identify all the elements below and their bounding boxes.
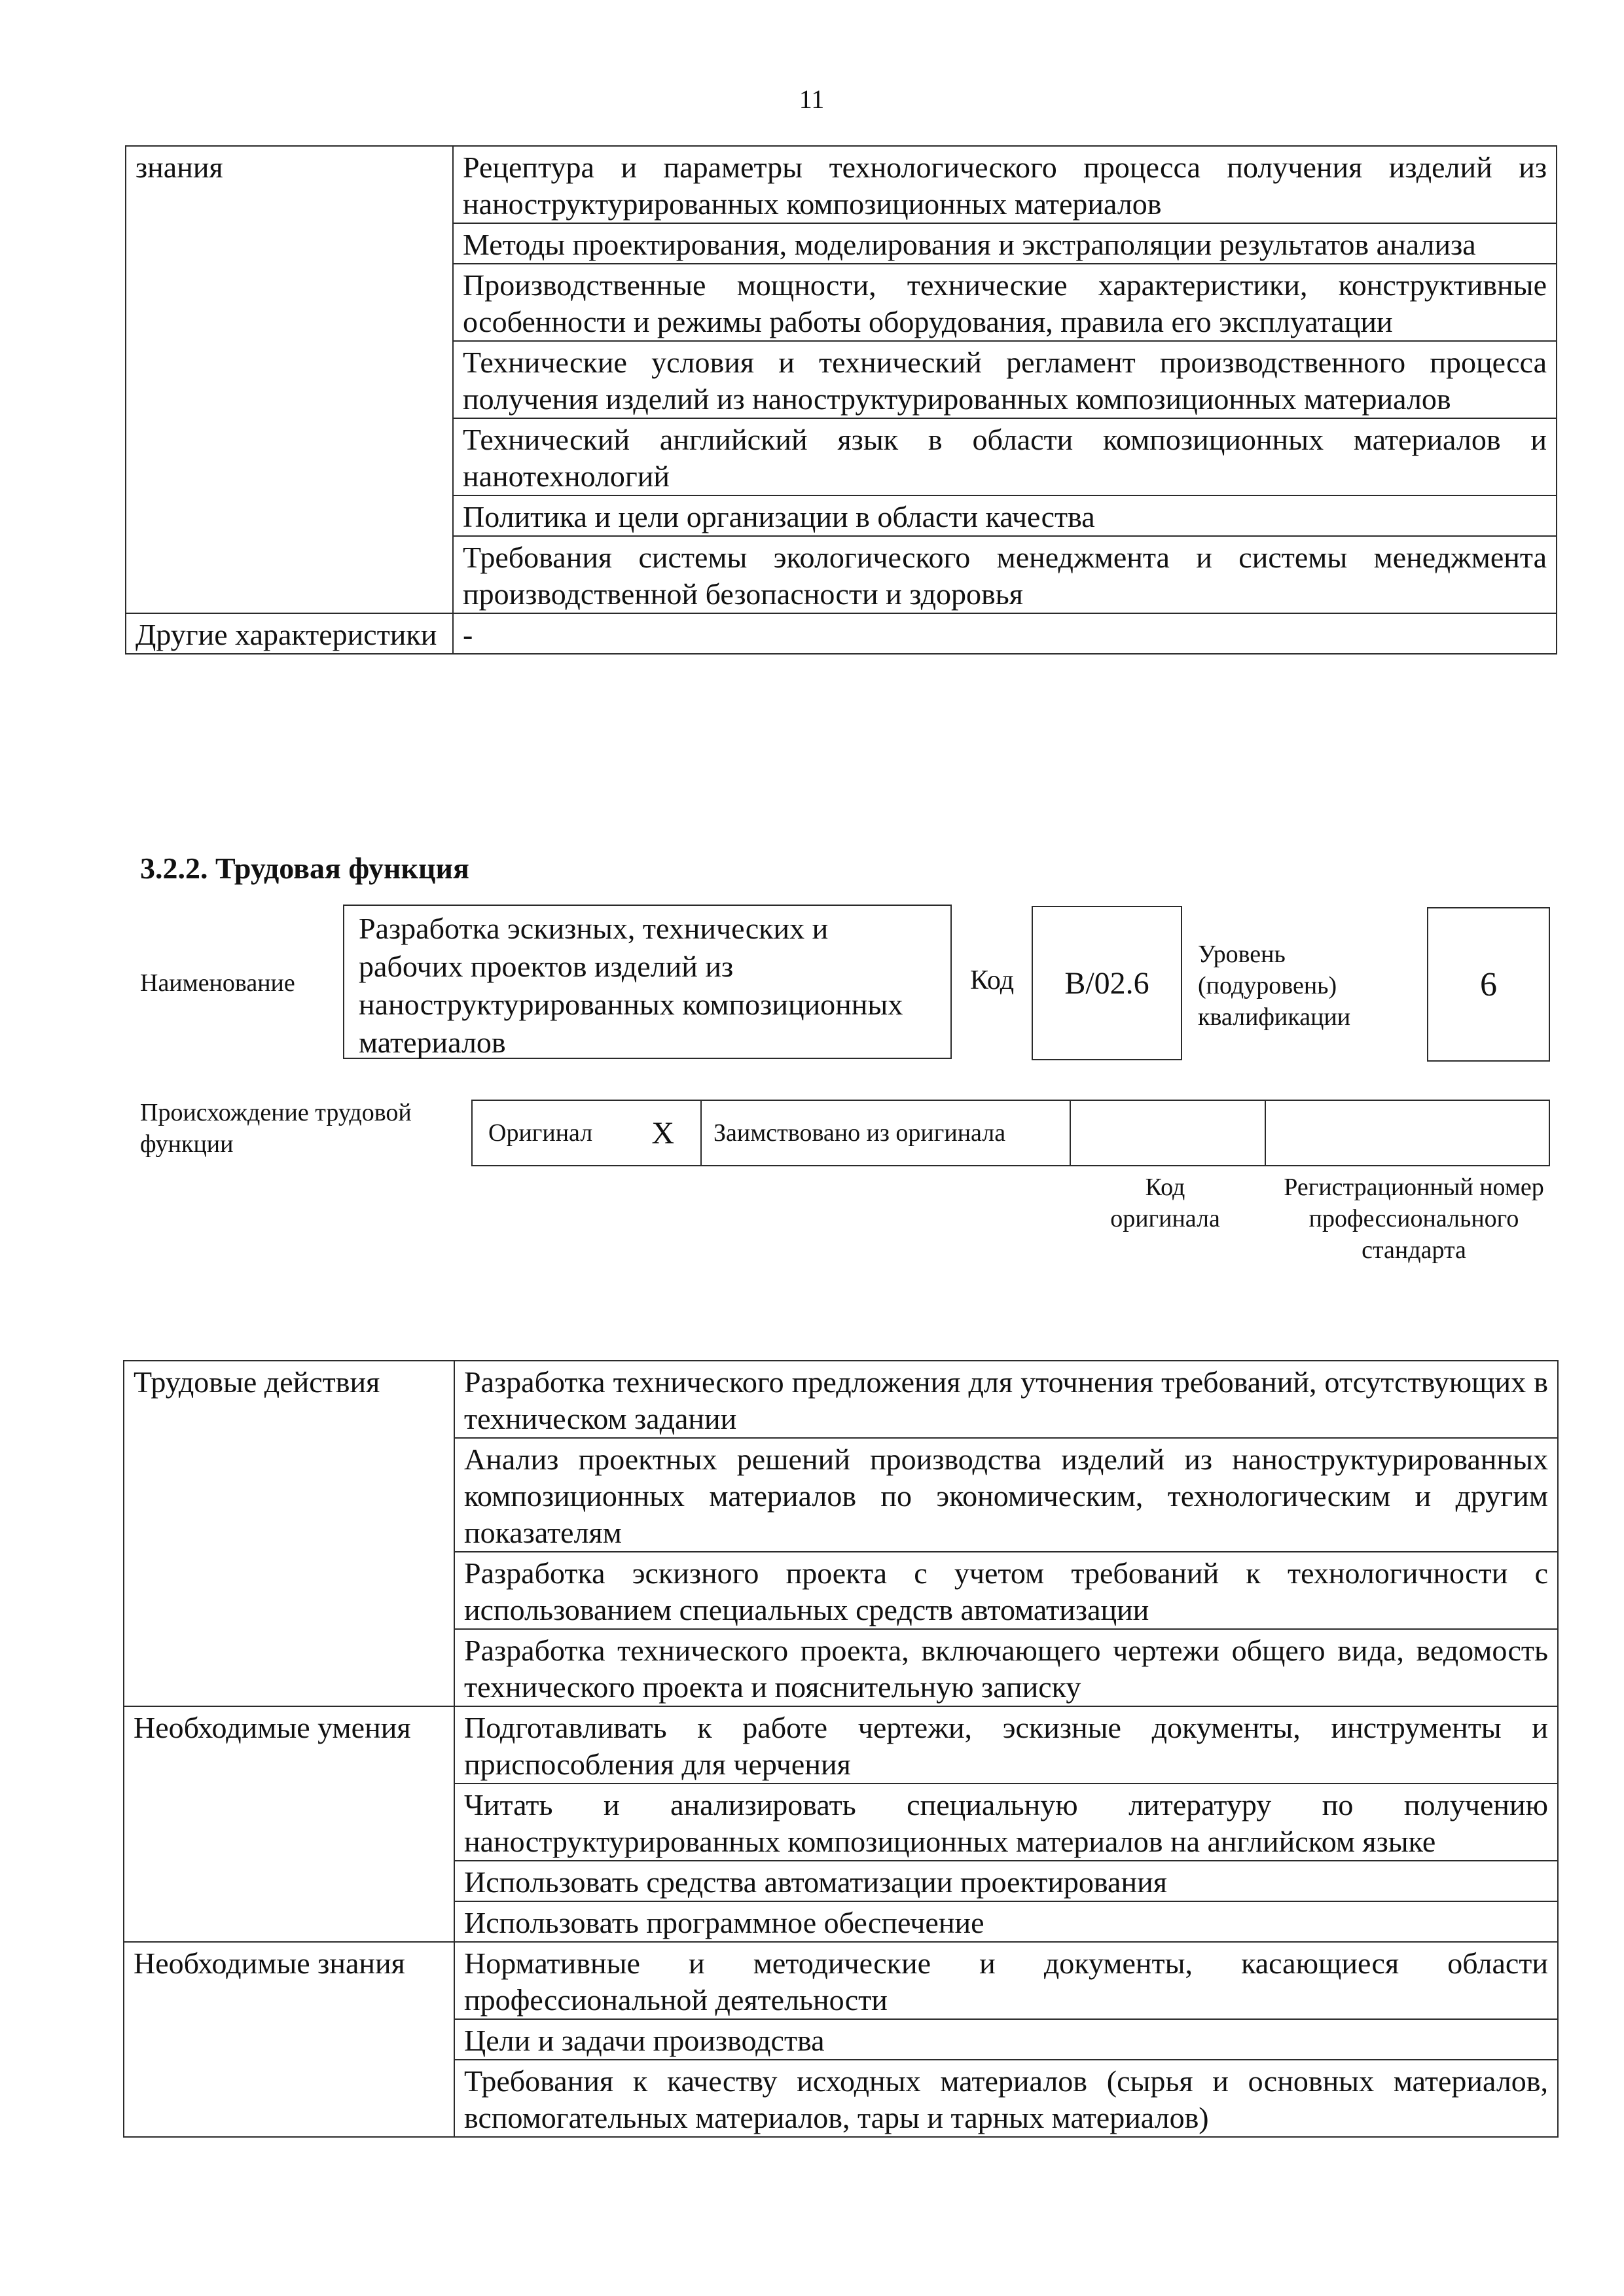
table-cell: Разработка технического предложения для уточнения требований, отсутствующих в техническом задании	[454, 1361, 1558, 1438]
table-cell: Рецептура и параметры технологического процесса получения изделий из наноструктурированных композиционных материалов	[453, 146, 1557, 223]
qualification-level-label: Уровень (подуровень) квалификации	[1198, 941, 1351, 1031]
origin-borrowed-cell	[702, 1101, 1071, 1165]
table-row	[126, 613, 1557, 654]
table-cell: Технический английский язык в области композиционных материалов и нанотехнологий	[453, 418, 1557, 495]
table-cell: Методы проектирования, моделирования и экстраполяции результатов анализа	[453, 223, 1557, 264]
table-cell: Использовать средства автоматизации проектирования	[454, 1861, 1558, 1901]
row-group-label: знания	[126, 146, 453, 613]
origin-original-cell	[473, 1101, 702, 1165]
table-cell: Анализ проектных решений производства изделий из наноструктурированных композиционных материалов по экономическим, технологическим и другим показателям	[454, 1438, 1558, 1552]
section-title: 3.2.2. Трудовая функция	[140, 852, 469, 885]
row-group-label: Трудовые действия	[124, 1361, 454, 1706]
reg-number-caption: Регистрационный номер профессионального стандарта	[1284, 1174, 1544, 1264]
table-cell: Разработка технического проекта, включающего чертежи общего вида, ведомость технического проекта и пояснительную записку	[454, 1629, 1558, 1706]
row-group-label: Необходимые знания	[124, 1942, 454, 2137]
origin-original-label: Оригинал	[488, 1119, 593, 1147]
table-cell: Политика и цели организации в области качества	[453, 495, 1557, 536]
table-cell: Подготавливать к работе чертежи, эскизные документы, инструменты и приспособления для черчения	[454, 1706, 1558, 1784]
origin-borrowed-label: Заимствовано из оригинала	[713, 1119, 1006, 1147]
row-group-label: Другие характеристики	[126, 613, 453, 654]
origin-code-caption: Код оригинала	[1110, 1174, 1220, 1232]
origin-label: Происхождение трудовой функции	[140, 1099, 412, 1158]
function-name-value: Разработка эскизных, технических и рабочих проектов изделий из наноструктурированных композиционных материалов	[359, 912, 903, 1059]
origin-code-cell	[1071, 1101, 1266, 1165]
table-cell: Нормативные и методические и документы, касающиеся области профессиональной деятельности	[454, 1942, 1558, 2019]
table-cell: Цели и задачи производства	[454, 2019, 1558, 2060]
table-cell: Разработка эскизного проекта с учетом требований к технологичности с использованием специальных средств автоматизации	[454, 1552, 1558, 1629]
code-box	[1032, 906, 1182, 1060]
table-row	[126, 146, 1557, 223]
qualification-level-value: 6	[1480, 965, 1497, 1003]
origin-reg-number-cell	[1266, 1101, 1549, 1165]
knowledge-table	[125, 145, 1557, 655]
name-label: Наименование	[140, 969, 295, 997]
table-cell: Производственные мощности, технические характеристики, конструктивные особенности и режимы работы оборудования, правила его эксплуатации	[453, 264, 1557, 341]
labor-actions-table	[123, 1360, 1559, 2138]
code-label: Код	[970, 965, 1015, 996]
origin-original-mark: X	[651, 1115, 674, 1151]
row-group-label: Необходимые умения	[124, 1706, 454, 1942]
table-cell: -	[453, 613, 1557, 654]
function-name-box	[343, 905, 952, 1059]
table-row	[124, 1706, 1558, 1784]
table-cell: Требования системы экологического менеджмента и системы менеджмента производственной безопасности и здоровья	[453, 536, 1557, 613]
table-cell: Требования к качеству исходных материалов (сырья и основных материалов, вспомогательных материалов, тары и тарных материалов)	[454, 2060, 1558, 2137]
table-cell: Читать и анализировать специальную литературу по получению наноструктурированных композиционных материалов на английском языке	[454, 1784, 1558, 1861]
table-row	[124, 1361, 1558, 1438]
origin-row	[471, 1100, 1550, 1166]
page-number: 11	[799, 84, 825, 114]
table-cell: Использовать программное обеспечение	[454, 1901, 1558, 1942]
qualification-level-box	[1427, 907, 1550, 1062]
table-row	[124, 1942, 1558, 2019]
code-value: B/02.6	[1064, 965, 1149, 1001]
table-cell: Технические условия и технический регламент производственного процесса получения изделий из наноструктурированных композиционных материалов	[453, 341, 1557, 418]
